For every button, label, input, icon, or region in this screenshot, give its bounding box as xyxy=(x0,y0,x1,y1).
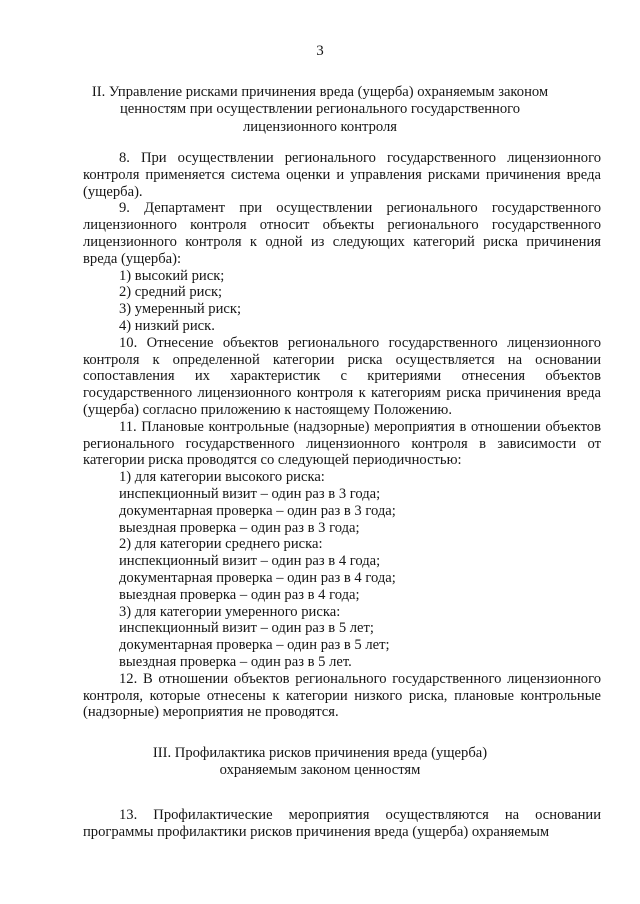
periodicity-item: выездная проверка – один раз в 3 года; xyxy=(119,519,360,536)
periodicity-item: выездная проверка – один раз в 4 года; xyxy=(119,586,360,603)
page-number: 3 xyxy=(316,43,324,59)
section-3-heading xyxy=(0,745,640,780)
periodicity-item: инспекционный визит – один раз в 3 года; xyxy=(119,485,381,502)
section-3-body xyxy=(83,807,601,841)
section-2-heading xyxy=(0,84,640,136)
section-3-heading-line: охраняемым законом ценностям xyxy=(219,762,421,779)
paragraph-10: 10. Отнесение объектов регионального государственного лицензионного контроля к определенной категории риска осуществляется на основании сопоставления их характеристик с критериями отнесения объектов государственного лицензионного контроля к категориям риска причинения вреда (ущерба) согласно приложению к настоящему Положению. xyxy=(83,334,601,418)
paragraph-12: 12. В отношении объектов регионального государственного лицензионного контроля, которые отнесены к категории низкого риска, плановые контрольные (надзорные) мероприятия не проводятся. xyxy=(83,670,601,721)
periodicity-item: документарная проверка – один раз в 3 года; xyxy=(119,502,396,519)
paragraph-13: 13. Профилактические мероприятия осуществляются на основании программы профилактики рисков причинения вреда (ущерба) охраняемым xyxy=(83,807,601,840)
risk-category-item: 1) высокий риск; xyxy=(119,267,225,284)
section-2-heading-line: ценностям при осуществлении регионального государственного xyxy=(119,101,521,118)
paragraph-11: 11. Плановые контрольные (надзорные) мероприятия в отношении объектов регионального государственного лицензионного контроля в зависимости от категории риска проводятся со следующей периодичностью: xyxy=(83,418,601,469)
periodicity-item: инспекционный визит – один раз в 5 лет; xyxy=(119,620,374,637)
paragraph-8: 8. При осуществлении регионального государственного лицензионного контроля применяется система оценки и управления рисками причинения вреда (ущерба). xyxy=(83,150,601,200)
periodicity-item: инспекционный визит – один раз в 4 года; xyxy=(119,553,381,570)
periodicity-item: 3) для категории умеренного риска: xyxy=(119,603,341,620)
periodicity-item: выездная проверка – один раз в 5 лет. xyxy=(119,653,352,670)
periodicity-item: 1) для категории высокого риска: xyxy=(119,469,325,486)
periodicity-item: документарная проверка – один раз в 4 года; xyxy=(119,569,396,586)
section-3-heading-line: III. Профилактика рисков причинения вреда (ущерба) xyxy=(152,745,488,761)
periodicity-item: документарная проверка – один раз в 5 лет; xyxy=(119,637,390,654)
risk-category-item: 4) низкий риск. xyxy=(119,317,215,334)
risk-category-item: 3) умеренный риск; xyxy=(119,301,242,318)
risk-category-item: 2) средний риск; xyxy=(119,284,223,301)
section-2-heading-line: II. Управление рисками причинения вреда (ущерба) охраняемым законом xyxy=(91,84,549,100)
section-2-body xyxy=(83,150,601,721)
periodicity-item: 2) для категории среднего риска: xyxy=(119,536,323,553)
paragraph-9: 9. Департамент при осуществлении регионального государственного лицензионного контроля относит объекты регионального государственного лицензионного контроля к одной из следующих категорий риска причинения вреда (ущерба): xyxy=(83,200,601,267)
section-2-heading-line: лицензионного контроля xyxy=(243,118,397,135)
